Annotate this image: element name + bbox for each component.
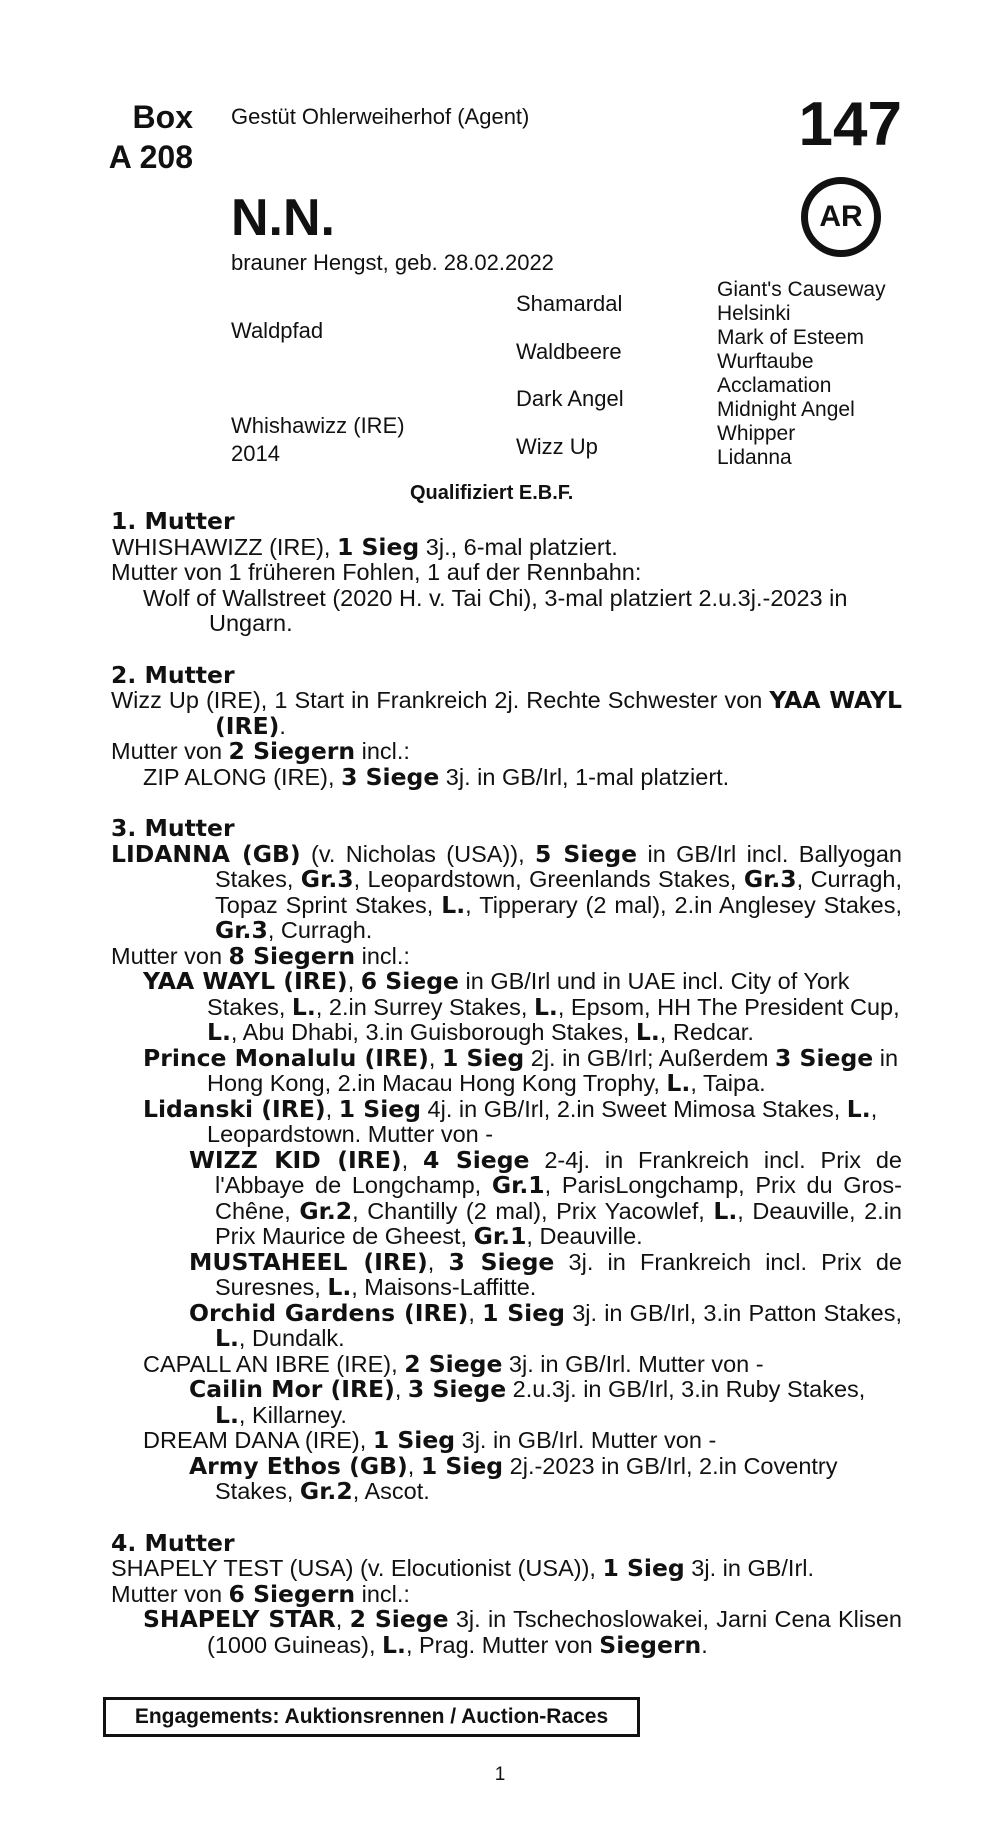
- m2-line-1: Wizz Up (IRE), 1 Start in Frankreich 2j. Rechte Schwester von YAA WAYL (IRE).: [111, 686, 902, 740]
- pedigree-dam: Whishawizz (IRE): [231, 413, 405, 438]
- m3-produce-cailin-mor: Cailin Mor (IRE), 3 Siege 2.u.3j. in GB/Irl, 3.in Ruby Stakes, L., Killarney.: [189, 1375, 866, 1429]
- pedigree-sire-dam: Waldbeere: [516, 339, 622, 364]
- horse-name: N.N.: [231, 189, 335, 247]
- m3-produce-intro: Mutter von 8 Siegern incl.:: [111, 941, 410, 970]
- m3-produce-orchid-gardens: Orchid Gardens (IRE), 1 Sieg 3j. in GB/Irl, 3.in Patton Stakes, L., Dundalk.: [189, 1298, 902, 1352]
- pedigree-g3-item: Mark of Esteem: [717, 326, 865, 349]
- m3-lidanski-produce: [143, 1145, 902, 1352]
- m3-produce-wizz-kid: WIZZ KID (IRE), 4 Siege 2-4j. in Frankreich incl. Prix de l'Abbaye de Longchamp, Gr.1, ParisLongchamp, Prix du Gros-Chêne, Gr.2, Chantilly (2 mal), Prix Yacowlef, L., Deauville, 2.in Prix Maurice de Gheest, Gr.1, Deauville.: [189, 1145, 902, 1250]
- lot-number: 147: [798, 90, 902, 159]
- m3-produce-prince-monalulu: Prince Monalulu (IRE), 1 Sieg 2j. in GB/Irl; Außerdem 3 Siege in Hong Kong, 2.in Macau Hong Kong Trophy, L., Taipa.: [143, 1043, 899, 1097]
- pedigree-g3-item: Whipper: [717, 422, 796, 445]
- m4-produce-intro: Mutter von 6 Siegern incl.:: [111, 1579, 410, 1608]
- m4-produce-shapely-star: SHAPELY STAR, 2 Siege 3j. in Tschechoslowakei, Jarni Cena Klisen (1000 Guineas), L., Prag. Mutter von Siegern.: [143, 1605, 902, 1659]
- engagements-box: [103, 1697, 640, 1737]
- ar-badge: [801, 177, 881, 257]
- pedigree-g3-item: Wurftaube: [717, 350, 814, 373]
- m2-line-3: ZIP ALONG (IRE), 3 Siege 3j. in GB/Irl, 1-mal platziert.: [143, 762, 730, 791]
- m3-produce-list: [111, 969, 902, 1505]
- pedigree-g3-item: Midnight Angel: [717, 398, 855, 421]
- page-number: 1: [494, 1764, 506, 1785]
- pedigree-g3-list: [717, 278, 886, 470]
- m4-dam-record: SHAPELY TEST (USA) (v. Elocutionist (USA)), 1 Sieg 3j. in GB/Irl.: [111, 1554, 815, 1582]
- engagements-text: Engagements: Auktionsrennen / Auction-Races: [134, 1705, 609, 1728]
- pedigree-g3-item: Helsinki: [717, 302, 791, 325]
- m3-produce-dream-dana: DREAM DANA (IRE), 1 Sieg 3j. in GB/Irl. Mutter von -: [143, 1426, 717, 1454]
- ar-badge-text: AR: [819, 200, 863, 233]
- pedigree-g3-item: Lidanna: [717, 446, 792, 469]
- section-heading-m2: 2. Mutter: [111, 660, 235, 689]
- qualification: Qualifiziert E.B.F.: [410, 482, 574, 504]
- pedigree-sire: Waldpfad: [231, 318, 324, 343]
- m2-line-2: Mutter von 2 Siegern incl.:: [111, 737, 410, 765]
- pedigree-dam-dam: Wizz Up: [516, 434, 598, 459]
- pedigree-sire-sire: Shamardal: [516, 291, 623, 316]
- m3-produce-army-ethos: Army Ethos (GB), 1 Sieg 2j.-2023 in GB/Irl, 2.in Coventry Stakes, Gr.2, Ascot.: [189, 1451, 838, 1505]
- m3-dam-record: LIDANNA (GB) (v. Nicholas (USA)), 5 Siege in GB/Irl incl. Ballyogan Stakes, Gr.3, Leopardstown, Greenlands Stakes, Gr.3, Curragh, Topaz Sprint Stakes, L., Tipperary (2 mal), 2.in Anglesey Stakes, Gr.3, Curragh.: [111, 839, 902, 944]
- m1-line-1: WHISHAWIZZ (IRE), 1 Sieg 3j., 6-mal platziert.: [112, 532, 618, 561]
- m1-line-2: Mutter von 1 früheren Fohlen, 1 auf der Rennbahn:: [111, 559, 642, 585]
- horse-description: brauner Hengst, geb. 28.02.2022: [231, 250, 554, 275]
- m3-produce-mustaheel: MUSTAHEEL (IRE), 3 Siege 3j. in Frankreich incl. Prix de Suresnes, L., Maisons-Laffitte.: [189, 1247, 902, 1301]
- pedigree-dam-year: 2014: [231, 441, 280, 466]
- pedigree-g3-item: Acclamation: [717, 374, 832, 397]
- box-code: A 208: [108, 139, 193, 175]
- m3-produce-lidanski: Lidanski (IRE), 1 Sieg 4j. in GB/Irl, 2.in Sweet Mimosa Stakes, L., Leopardstown. Mutter von -: [143, 1094, 878, 1147]
- m3-capall-produce: [143, 1377, 902, 1428]
- m3-produce-capall: CAPALL AN IBRE (IRE), 2 Siege 3j. in GB/Irl. Mutter von -: [143, 1349, 764, 1378]
- pedigree-dam-sire: Dark Angel: [516, 386, 624, 411]
- m1-line-3: Wolf of Wallstreet (2020 H. v. Tai Chi), 3-mal platziert 2.u.3j.-2023 in Ungarn.: [143, 584, 848, 636]
- m3-dream-dana-produce: [143, 1451, 902, 1505]
- agent-name: Gestüt Ohlerweiherhof (Agent): [231, 104, 530, 129]
- box-label-text: Box: [132, 99, 193, 135]
- m4-produce-list: [111, 1607, 902, 1658]
- m3-produce-yaa-wayl: YAA WAYL (IRE), 6 Siege in GB/Irl und in UAE incl. City of York Stakes, L., 2.in Surrey Stakes, L., Epsom, HH The President Cup, L., Abu Dhabi, 3.in Guisborough Stakes, L., Redcar.: [143, 967, 900, 1046]
- section-heading-m1: 1. Mutter: [111, 507, 235, 535]
- box-label: [103, 97, 193, 177]
- section-heading-m3: 3. Mutter: [111, 814, 235, 842]
- dam-line-content: [111, 509, 902, 1658]
- section-heading-m4: 4. Mutter: [111, 1528, 235, 1557]
- pedigree-g3-item: Giant's Causeway: [717, 278, 886, 301]
